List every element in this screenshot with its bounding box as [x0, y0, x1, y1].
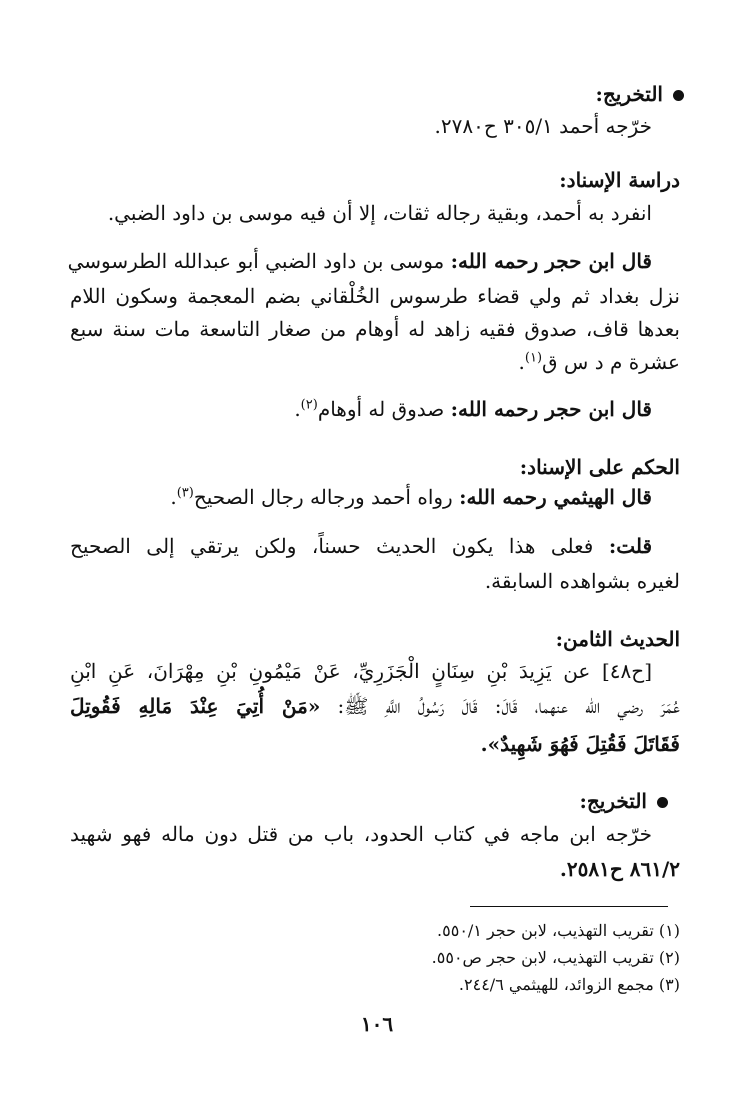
qultu-label: قلت:	[608, 534, 653, 558]
bullet-icon	[657, 797, 668, 808]
page-number: ١٠٦	[360, 1012, 394, 1036]
bullet-icon	[673, 90, 684, 101]
takhrij-2-line-1: خرّجه ابن ماجه في كتاب الحدود، باب من قتل دون ماله فهو شهيد	[70, 822, 652, 846]
footnote-separator	[470, 906, 668, 907]
takhrij-2-line-2: ٨٦١/٢ ح٢٥٨١.	[559, 857, 680, 881]
ibnhajar-label-2: قال ابن حجر رحمه الله:	[450, 397, 652, 421]
footnote-ref-1[interactable]: (١)	[524, 350, 543, 366]
footnote-3: (٣) مجمع الزوائد، للهيثمي ٢٤٤/٦.	[458, 975, 680, 994]
ibnhajar-label-1: قال ابن حجر رحمه الله:	[450, 249, 652, 273]
hadith-line-2: عُمَرَ رضي الله عنهما، قَالَ: قَالَ رَسُولُ اللَّهِ ﷺ: «مَنْ أُتِيَ عِنْدَ مَالِهِ فَقُوتِلَ	[70, 694, 681, 718]
ibnhajar-quote-1-line-3: بعدها قاف، صدوق فقيه زاهد له أوهام من صغار التاسعة مات سنة سبع	[70, 317, 680, 341]
footnote-ref-3[interactable]: (٣)	[176, 485, 194, 501]
qultu-line-1: قلت: فعلى هذا يكون الحديث حسناً، ولكن يرتقي إلى الصحيح	[70, 534, 653, 558]
hadith-matn-start: «مَنْ أُتِيَ عِنْدَ مَالِهِ فَقُوتِلَ	[70, 694, 321, 718]
ibnhajar-quote-2: قال ابن حجر رحمه الله: صدوق له أوهام$^{(٢)}$.	[294, 397, 652, 421]
haythami-quote: قال الهيثمي رحمه الله: رواه أحمد ورجاله رجال الصحيح$^{(٣)}$.	[170, 485, 652, 509]
dirasa-heading: دراسة الإسناد:	[559, 168, 680, 192]
ibnhajar-quote-1-line-2: نزل بغداد ثم ولي قضاء طرسوس الخُلْقاني بضم المعجمة وسكون اللام	[70, 284, 680, 308]
dirasa-text: انفرد به أحمد، وبقية رجاله ثقات، إلا أن فيه موسى بن داود الضبي.	[107, 201, 652, 225]
footnote-1: (١) تقريب التهذيب، لابن حجر ٥٥٠/١.	[437, 921, 680, 940]
takhrij-text-1: خرّجه أحمد ٣٠٥/١ ح٢٧٨٠.	[434, 114, 652, 138]
hadith-heading: الحديث الثامن:	[555, 627, 680, 651]
qultu-line-2: لغيره بشواهده السابقة.	[484, 569, 680, 593]
ibnhajar-quote-1-line-1: قال ابن حجر رحمه الله: موسى بن داود الضبي أبو عبدالله الطرسوسي	[67, 249, 652, 273]
takhrij-heading-1: التخريج:	[70, 78, 684, 110]
hadith-line-1: [ح٤٨] عن يَزِيدَ بْنِ سِنَانٍ الْجَزَرِيِّ، عَنْ مَيْمُونِ بْنِ مِهْرَانَ، عَنِ ابْنِ	[70, 659, 652, 683]
footnote-ref-2[interactable]: (٢)	[300, 397, 318, 413]
hadith-line-3: فَقَاتَلَ فَقُتِلَ فَهُوَ شَهِيدٌ».	[480, 732, 680, 756]
takhrij-heading-2: التخريج:	[70, 785, 668, 817]
haythami-label: قال الهيثمي رحمه الله:	[459, 485, 652, 509]
ibnhajar-quote-1-line-4: عشرة م د س ق$^{(١)}$.	[518, 350, 680, 374]
footnote-2: (٢) تقريب التهذيب، لابن حجر ص٥٥٠.	[431, 948, 680, 967]
hukm-heading: الحكم على الإسناد:	[519, 455, 680, 479]
